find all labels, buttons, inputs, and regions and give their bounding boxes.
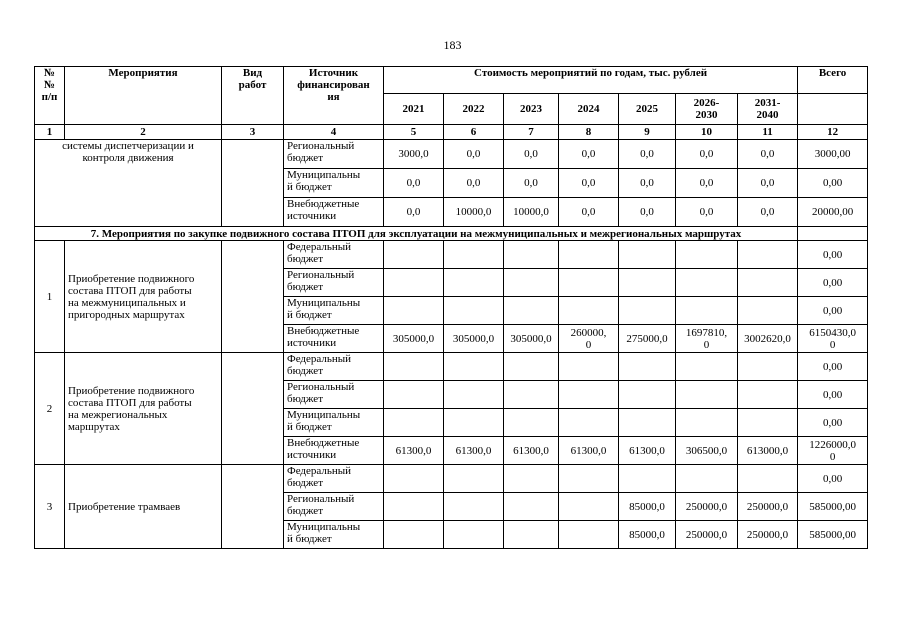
header-cost-by-years: Стоимость мероприятий по годам, тыс. рублей xyxy=(384,67,798,94)
value-cell xyxy=(559,521,619,549)
value-cell: 0,0 xyxy=(619,198,676,227)
value-cell xyxy=(384,493,444,521)
total-cell: 1226000,0 0 xyxy=(798,437,868,465)
value-cell xyxy=(384,465,444,493)
header-year: 2023 xyxy=(504,94,559,125)
value-cell: 0,0 xyxy=(738,198,798,227)
value-cell: 0,0 xyxy=(559,198,619,227)
value-cell xyxy=(384,409,444,437)
value-cell xyxy=(504,269,559,297)
value-cell xyxy=(504,521,559,549)
total-cell: 3000,00 xyxy=(798,140,868,169)
source-cell: Муниципальны й бюджет xyxy=(284,297,384,325)
total-cell: 0,00 xyxy=(798,269,868,297)
value-cell: 85000,0 xyxy=(619,521,676,549)
financing-table xyxy=(34,66,868,549)
value-cell xyxy=(738,465,798,493)
value-cell xyxy=(444,241,504,269)
source-cell: Внебюджетные источники xyxy=(284,325,384,353)
source-cell: Региональный бюджет xyxy=(284,493,384,521)
value-cell: 306500,0 xyxy=(676,437,738,465)
value-cell xyxy=(384,269,444,297)
value-cell: 250000,0 xyxy=(738,521,798,549)
value-cell xyxy=(559,353,619,381)
column-number: 5 xyxy=(384,125,444,140)
table-row xyxy=(35,140,868,169)
value-cell: 0,0 xyxy=(676,169,738,198)
value-cell xyxy=(619,297,676,325)
header-year: 2026- 2030 xyxy=(676,94,738,125)
value-cell: 1697810, 0 xyxy=(676,325,738,353)
value-cell xyxy=(559,241,619,269)
column-number: 10 xyxy=(676,125,738,140)
item-number: 1 xyxy=(35,241,65,353)
total-cell: 0,00 xyxy=(798,465,868,493)
value-cell: 275000,0 xyxy=(619,325,676,353)
column-number: 2 xyxy=(65,125,222,140)
value-cell: 0,0 xyxy=(444,169,504,198)
value-cell xyxy=(444,493,504,521)
measure-name: Приобретение подвижного состава ПТОП для работы на межмуниципальных и пригородных маршрутах xyxy=(65,241,222,353)
source-cell: Федеральный бюджет xyxy=(284,241,384,269)
source-cell: Региональный бюджет xyxy=(284,381,384,409)
value-cell xyxy=(504,297,559,325)
value-cell xyxy=(676,381,738,409)
value-cell: 250000,0 xyxy=(676,521,738,549)
value-cell xyxy=(444,269,504,297)
measure-name: Приобретение подвижного состава ПТОП для работы на межрегиональных маршрутах xyxy=(65,353,222,465)
column-number: 12 xyxy=(798,125,868,140)
total-cell: 585000,00 xyxy=(798,521,868,549)
value-cell xyxy=(384,241,444,269)
source-cell: Региональный бюджет xyxy=(284,140,384,169)
value-cell: 0,0 xyxy=(504,140,559,169)
column-number: 9 xyxy=(619,125,676,140)
value-cell: 85000,0 xyxy=(619,493,676,521)
value-cell: 0,0 xyxy=(504,169,559,198)
value-cell: 0,0 xyxy=(676,140,738,169)
value-cell xyxy=(738,409,798,437)
total-cell: 6150430,0 0 xyxy=(798,325,868,353)
value-cell xyxy=(676,409,738,437)
header-year: 2021 xyxy=(384,94,444,125)
value-cell: 61300,0 xyxy=(504,437,559,465)
source-cell: Муниципальны й бюджет xyxy=(284,409,384,437)
work-type-cell xyxy=(222,353,284,465)
column-number: 4 xyxy=(284,125,384,140)
value-cell xyxy=(619,409,676,437)
value-cell: 3002620,0 xyxy=(738,325,798,353)
header-work-type: Вид работ xyxy=(222,67,284,125)
total-cell: 0,00 xyxy=(798,297,868,325)
total-cell: 20000,00 xyxy=(798,198,868,227)
work-type-cell xyxy=(222,140,284,227)
value-cell xyxy=(676,465,738,493)
source-cell: Внебюджетные источники xyxy=(284,437,384,465)
table-body xyxy=(35,140,868,549)
value-cell xyxy=(384,297,444,325)
value-cell: 0,0 xyxy=(738,140,798,169)
value-cell: 61300,0 xyxy=(559,437,619,465)
value-cell: 250000,0 xyxy=(738,493,798,521)
table-row xyxy=(35,465,868,493)
value-cell xyxy=(444,297,504,325)
total-cell: 0,00 xyxy=(798,169,868,198)
value-cell xyxy=(619,465,676,493)
value-cell: 305000,0 xyxy=(384,325,444,353)
work-type-cell xyxy=(222,241,284,353)
value-cell: 61300,0 xyxy=(444,437,504,465)
value-cell: 0,0 xyxy=(384,169,444,198)
value-cell xyxy=(619,353,676,381)
column-number: 8 xyxy=(559,125,619,140)
value-cell xyxy=(619,241,676,269)
value-cell xyxy=(504,409,559,437)
value-cell: 260000, 0 xyxy=(559,325,619,353)
value-cell xyxy=(384,353,444,381)
value-cell xyxy=(559,297,619,325)
header-year: 2025 xyxy=(619,94,676,125)
value-cell xyxy=(619,381,676,409)
value-cell: 0,0 xyxy=(619,169,676,198)
value-cell xyxy=(738,381,798,409)
table-row xyxy=(35,241,868,269)
header-total-blank xyxy=(798,94,868,125)
value-cell xyxy=(676,297,738,325)
value-cell xyxy=(619,269,676,297)
value-cell xyxy=(559,381,619,409)
value-cell: 0,0 xyxy=(559,169,619,198)
column-number: 1 xyxy=(35,125,65,140)
header-total: Всего xyxy=(798,67,868,94)
value-cell xyxy=(504,493,559,521)
total-cell: 0,00 xyxy=(798,381,868,409)
source-cell: Региональный бюджет xyxy=(284,269,384,297)
source-cell: Федеральный бюджет xyxy=(284,353,384,381)
measure-name: Приобретение трамваев xyxy=(65,465,222,549)
header-source: Источник финансирован ия xyxy=(284,67,384,125)
value-cell xyxy=(384,521,444,549)
column-number: 7 xyxy=(504,125,559,140)
header-year: 2031- 2040 xyxy=(738,94,798,125)
value-cell: 61300,0 xyxy=(384,437,444,465)
value-cell xyxy=(504,465,559,493)
header-measures: Мероприятия xyxy=(65,67,222,125)
value-cell xyxy=(676,353,738,381)
table-header xyxy=(35,67,868,140)
value-cell xyxy=(559,493,619,521)
value-cell xyxy=(559,409,619,437)
column-number: 3 xyxy=(222,125,284,140)
value-cell xyxy=(504,353,559,381)
value-cell xyxy=(444,521,504,549)
value-cell: 61300,0 xyxy=(619,437,676,465)
value-cell: 0,0 xyxy=(384,198,444,227)
header-num: № № п/п xyxy=(35,67,65,125)
item-number: 2 xyxy=(35,353,65,465)
value-cell: 0,0 xyxy=(738,169,798,198)
section-title: 7. Мероприятия по закупке подвижного состава ПТОП для эксплуатации на межмуниципальных и межрегиональных маршрутах xyxy=(35,227,798,241)
value-cell xyxy=(444,465,504,493)
table-row xyxy=(35,353,868,381)
value-cell xyxy=(559,269,619,297)
value-cell: 0,0 xyxy=(676,198,738,227)
measure-name: системы диспетчеризации и контроля движения xyxy=(35,140,222,227)
section-total-blank xyxy=(798,227,868,241)
column-number: 11 xyxy=(738,125,798,140)
source-cell: Муниципальны й бюджет xyxy=(284,521,384,549)
value-cell: 3000,0 xyxy=(384,140,444,169)
value-cell xyxy=(738,269,798,297)
value-cell xyxy=(559,465,619,493)
source-cell: Федеральный бюджет xyxy=(284,465,384,493)
source-cell: Внебюджетные источники xyxy=(284,198,384,227)
total-cell: 0,00 xyxy=(798,409,868,437)
column-number: 6 xyxy=(444,125,504,140)
header-year: 2022 xyxy=(444,94,504,125)
value-cell: 305000,0 xyxy=(504,325,559,353)
total-cell: 0,00 xyxy=(798,241,868,269)
item-number: 3 xyxy=(35,465,65,549)
value-cell xyxy=(676,241,738,269)
total-cell: 0,00 xyxy=(798,353,868,381)
value-cell: 0,0 xyxy=(444,140,504,169)
total-cell: 585000,00 xyxy=(798,493,868,521)
value-cell xyxy=(504,241,559,269)
value-cell xyxy=(444,353,504,381)
value-cell: 0,0 xyxy=(619,140,676,169)
value-cell xyxy=(444,409,504,437)
value-cell xyxy=(738,241,798,269)
value-cell: 0,0 xyxy=(559,140,619,169)
value-cell: 250000,0 xyxy=(676,493,738,521)
section-row xyxy=(35,227,868,241)
page-number: 183 xyxy=(443,38,462,52)
value-cell xyxy=(444,381,504,409)
work-type-cell xyxy=(222,465,284,549)
column-numbers-row xyxy=(35,125,868,140)
value-cell xyxy=(738,353,798,381)
value-cell xyxy=(676,269,738,297)
source-cell: Муниципальны й бюджет xyxy=(284,169,384,198)
value-cell xyxy=(384,381,444,409)
value-cell: 613000,0 xyxy=(738,437,798,465)
header-row xyxy=(35,67,868,94)
header-year: 2024 xyxy=(559,94,619,125)
value-cell: 10000,0 xyxy=(504,198,559,227)
value-cell xyxy=(738,297,798,325)
value-cell: 10000,0 xyxy=(444,198,504,227)
value-cell: 305000,0 xyxy=(444,325,504,353)
value-cell xyxy=(504,381,559,409)
